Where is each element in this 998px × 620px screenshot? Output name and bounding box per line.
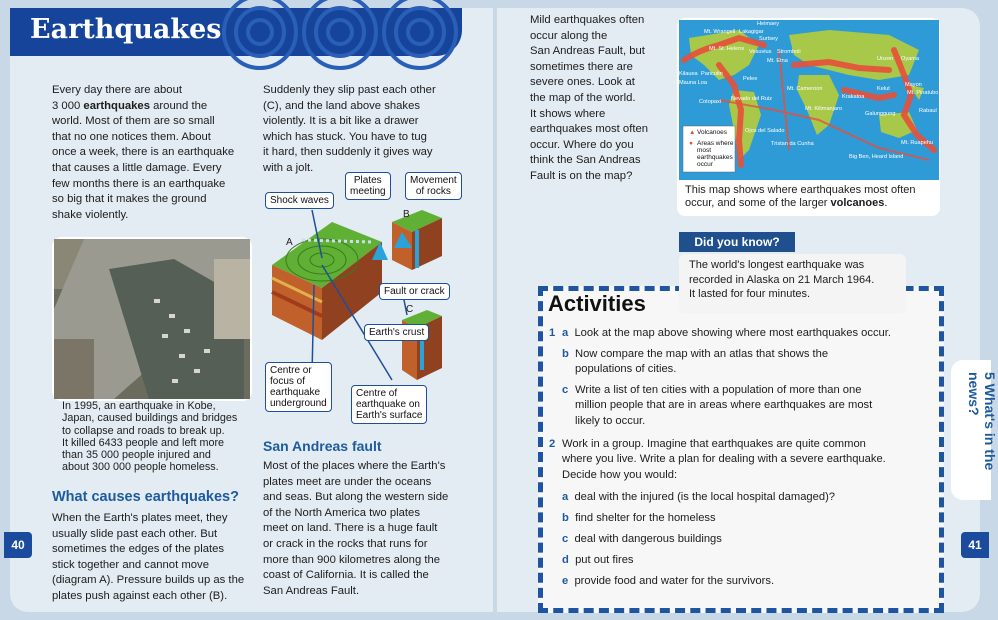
diagram-letter-b: B bbox=[403, 209, 410, 220]
text-line: to collapse and roads to break up. bbox=[62, 424, 225, 437]
text-line: with a jolt. bbox=[263, 161, 314, 174]
text-line: It killed 6433 people and left more bbox=[62, 436, 225, 449]
text-line: plates meet are under the oceans bbox=[263, 475, 432, 488]
text-line: than 35 000 people injured and bbox=[62, 449, 211, 462]
text-line: It shows where bbox=[530, 107, 606, 120]
label-shock-waves: Shock waves bbox=[265, 192, 334, 209]
world-map bbox=[679, 20, 939, 180]
svg-text:Mt. Etna: Mt. Etna bbox=[767, 58, 788, 64]
svg-text:Heimaey: Heimaey bbox=[757, 21, 780, 27]
map-caption bbox=[685, 184, 916, 210]
text-line: Suddenly they slip past each other bbox=[263, 84, 436, 96]
svg-text:Krakatoa: Krakatoa bbox=[842, 94, 865, 100]
text-line: This map shows where earthquakes most often bbox=[685, 184, 916, 196]
svg-text:Mt. Wrangell: Mt. Wrangell bbox=[704, 29, 736, 35]
text-line: occur. Where do you bbox=[530, 138, 634, 151]
svg-text:Mt. Kilimanjaro: Mt. Kilimanjaro bbox=[805, 106, 842, 112]
text-line: San Andreas Fault. bbox=[263, 584, 360, 597]
text-line: In 1995, an earthquake in Kobe, bbox=[62, 400, 216, 412]
svg-text:Oyama: Oyama bbox=[901, 56, 920, 62]
text-line: Japan, caused buildings and bridges bbox=[62, 412, 238, 425]
text-line: once a week, there is an earthquake bbox=[52, 146, 235, 159]
text-line: think the San Andreas bbox=[530, 154, 641, 167]
diagram-letter-a: A bbox=[286, 237, 293, 248]
text-line: severe ones. Look at bbox=[530, 76, 635, 89]
activity-1b: b bbox=[562, 348, 569, 360]
text-line: that no one notices them. About bbox=[52, 130, 211, 143]
text-line: usually slide past each other. But bbox=[52, 527, 218, 540]
causes-heading: What causes earthquakes? bbox=[52, 489, 239, 505]
label-centre-focus: Centre or focus of earthquake underground bbox=[265, 362, 332, 412]
activity-2c: c deal with dangerous buildings bbox=[562, 533, 722, 545]
text-line: earthquakes most often bbox=[530, 123, 649, 136]
svg-text:Mauna Loa: Mauna Loa bbox=[679, 80, 707, 86]
text-line: stick together and cannot move bbox=[52, 558, 209, 571]
text-line: 3 000 earthquakes around the bbox=[52, 99, 208, 112]
text-line: (C), and the land above shakes bbox=[263, 99, 420, 112]
text-line: plates push against each other (B). bbox=[52, 589, 228, 602]
text-line: When the Earth's plates meet, they bbox=[52, 512, 228, 524]
text-line: about 300 000 people homeless. bbox=[62, 461, 219, 474]
label-plates-meeting: Plates meeting bbox=[345, 172, 391, 200]
activity-2: 2 bbox=[549, 438, 556, 450]
svg-text:Mt. Ruapehu: Mt. Ruapehu bbox=[901, 140, 934, 146]
svg-text:Mayon: Mayon bbox=[905, 82, 922, 88]
text-line: violently. It is a bit like a drawer bbox=[263, 115, 419, 128]
svg-text:Cotopaxi: Cotopaxi bbox=[699, 99, 722, 105]
activity-2e: e provide food and water for the survivors. bbox=[562, 575, 775, 587]
text-line: so big that it makes the ground bbox=[52, 193, 207, 206]
text-line: and seas. But along the western side bbox=[263, 491, 449, 504]
activity-1c: c bbox=[562, 384, 569, 396]
text-line: The world's longest earthquake was bbox=[689, 259, 865, 271]
svg-text:Lakagigar: Lakagigar bbox=[739, 29, 764, 35]
text-line: recorded in Alaska on 21 March 1964. bbox=[689, 273, 875, 286]
label-centre-surface: Centre of earthquake on Earth's surface bbox=[351, 385, 427, 424]
activity-1a: 1 bbox=[549, 327, 556, 339]
svg-text:Mt. St. Helens: Mt. St. Helens bbox=[709, 46, 745, 52]
activity-1c-text: Write a list of ten cities with a population of more than one million people that are in areas where earthquakes are most likely to occur. bbox=[575, 384, 873, 427]
san-andreas-paragraph bbox=[263, 459, 448, 599]
svg-text:Areas where: Areas where bbox=[697, 140, 734, 147]
activity-1b-text: Now compare the map with an atlas that shows the populations of cities. bbox=[575, 348, 829, 376]
text-line: Mild earthquakes often bbox=[530, 14, 645, 26]
svg-text:Ojos del Salado: Ojos del Salado bbox=[745, 128, 785, 134]
text-line: San Andreas Fault, but bbox=[530, 45, 645, 58]
svg-text:Tristan da Cunha: Tristan da Cunha bbox=[771, 141, 814, 147]
activity-2-text: Work in a group. Imagine that earthquakes are quite common where you live. Write a plan for dealing with a severe earthquake. Decide how you would: bbox=[562, 438, 886, 481]
photo-illustration bbox=[54, 239, 250, 399]
svg-text:Paricutin: Paricutin bbox=[701, 71, 723, 77]
text-line: it hard, then suddenly it gives way bbox=[263, 146, 433, 159]
text-line: world. Most of them are so small bbox=[52, 115, 215, 128]
svg-text:Pelee: Pelee bbox=[743, 76, 758, 82]
svg-text:most: most bbox=[697, 147, 712, 154]
title-banner bbox=[10, 8, 462, 56]
label-fault: Fault or crack bbox=[379, 283, 450, 300]
svg-text:Rabaul: Rabaul bbox=[919, 108, 937, 114]
svg-text:Vesuvius: Vesuvius bbox=[749, 49, 772, 55]
svg-text:Mt. Cameroon: Mt. Cameroon bbox=[787, 86, 823, 92]
kobe-earthquake-photo bbox=[52, 237, 252, 401]
svg-text:Unzen: Unzen bbox=[877, 56, 894, 62]
right-intro-paragraph bbox=[530, 13, 648, 185]
text-line: Fault is on the map? bbox=[530, 169, 633, 182]
text-line: which has stuck. You have to tug bbox=[263, 130, 427, 143]
activity-2b: b find shelter for the homeless bbox=[562, 512, 716, 524]
text-line: sometimes the edges of the plates bbox=[52, 543, 225, 556]
text-line: more than 900 kilometres along the bbox=[263, 553, 441, 566]
text-line: coast of California. It is called the bbox=[263, 569, 429, 582]
photo-caption bbox=[62, 400, 237, 474]
svg-text:▲: ▲ bbox=[689, 129, 696, 136]
activities-title: Activities bbox=[548, 291, 646, 316]
did-you-know-text bbox=[689, 258, 874, 302]
svg-text:Nevado del Ruiz: Nevado del Ruiz bbox=[731, 96, 773, 102]
label-earths-crust: Earth's crust bbox=[364, 324, 429, 341]
activity-2d: d put out fires bbox=[562, 554, 634, 566]
text-line: of the North America two plates bbox=[263, 506, 420, 519]
svg-text:●: ● bbox=[689, 140, 693, 147]
svg-text:Kelut: Kelut bbox=[877, 86, 890, 92]
text-line: that causes a little damage. Every bbox=[52, 161, 222, 174]
svg-text:Galunggung: Galunggung bbox=[865, 111, 896, 117]
page-title: Earthquakes bbox=[30, 14, 222, 45]
text-line: Most of the places where the Earth's bbox=[263, 460, 446, 472]
middle-paragraph bbox=[263, 83, 436, 177]
text-line: (diagram A). Pressure builds up as the bbox=[52, 574, 245, 587]
svg-text:Stromboli: Stromboli bbox=[777, 49, 801, 55]
text-line: few months there is an earthquake bbox=[52, 177, 226, 190]
activity-1a-text: a Look at the map above showing where most earthquakes occur. bbox=[562, 327, 891, 339]
did-you-know-title: Did you know? bbox=[679, 232, 795, 252]
text-line: the map of the world. bbox=[530, 91, 636, 104]
text-line: Every day there are about bbox=[52, 84, 182, 96]
text-line: occur along the bbox=[530, 29, 608, 42]
chapter-tab-label: 5 What's in the news? bbox=[966, 372, 998, 471]
text-line: meet on land. There is a huge fault bbox=[263, 522, 438, 535]
text-line: shake violently. bbox=[52, 208, 129, 221]
page-number-right: 41 bbox=[961, 532, 989, 558]
causes-paragraph bbox=[52, 511, 244, 605]
intro-paragraph bbox=[52, 83, 234, 223]
text-line: occur, and some of the larger volcanoes. bbox=[685, 197, 888, 209]
text-line: It lasted for four minutes. bbox=[689, 288, 811, 300]
text-line: sometimes there are bbox=[530, 60, 633, 73]
legend-volcanoes: Volcanoes bbox=[697, 129, 727, 136]
san-andreas-heading: San Andreas fault bbox=[263, 438, 382, 454]
activity-2a: a deal with the injured (is the local hospital damaged)? bbox=[562, 491, 836, 503]
text-line: or crack in the rocks that runs for bbox=[263, 537, 428, 550]
diagram-letter-c: C bbox=[406, 304, 414, 315]
page-number-left: 40 bbox=[4, 532, 32, 558]
svg-text:Big Ben, Heard Island: Big Ben, Heard Island bbox=[849, 154, 904, 160]
svg-text:Surtsey: Surtsey bbox=[759, 36, 778, 42]
svg-text:occur: occur bbox=[697, 161, 713, 168]
svg-text:earthquakes: earthquakes bbox=[697, 154, 733, 161]
svg-text:Kilauea: Kilauea bbox=[679, 71, 698, 77]
label-movement-of-rocks: Movement of rocks bbox=[405, 172, 462, 200]
svg-text:Mt. Pinatubo: Mt. Pinatubo bbox=[907, 90, 939, 96]
